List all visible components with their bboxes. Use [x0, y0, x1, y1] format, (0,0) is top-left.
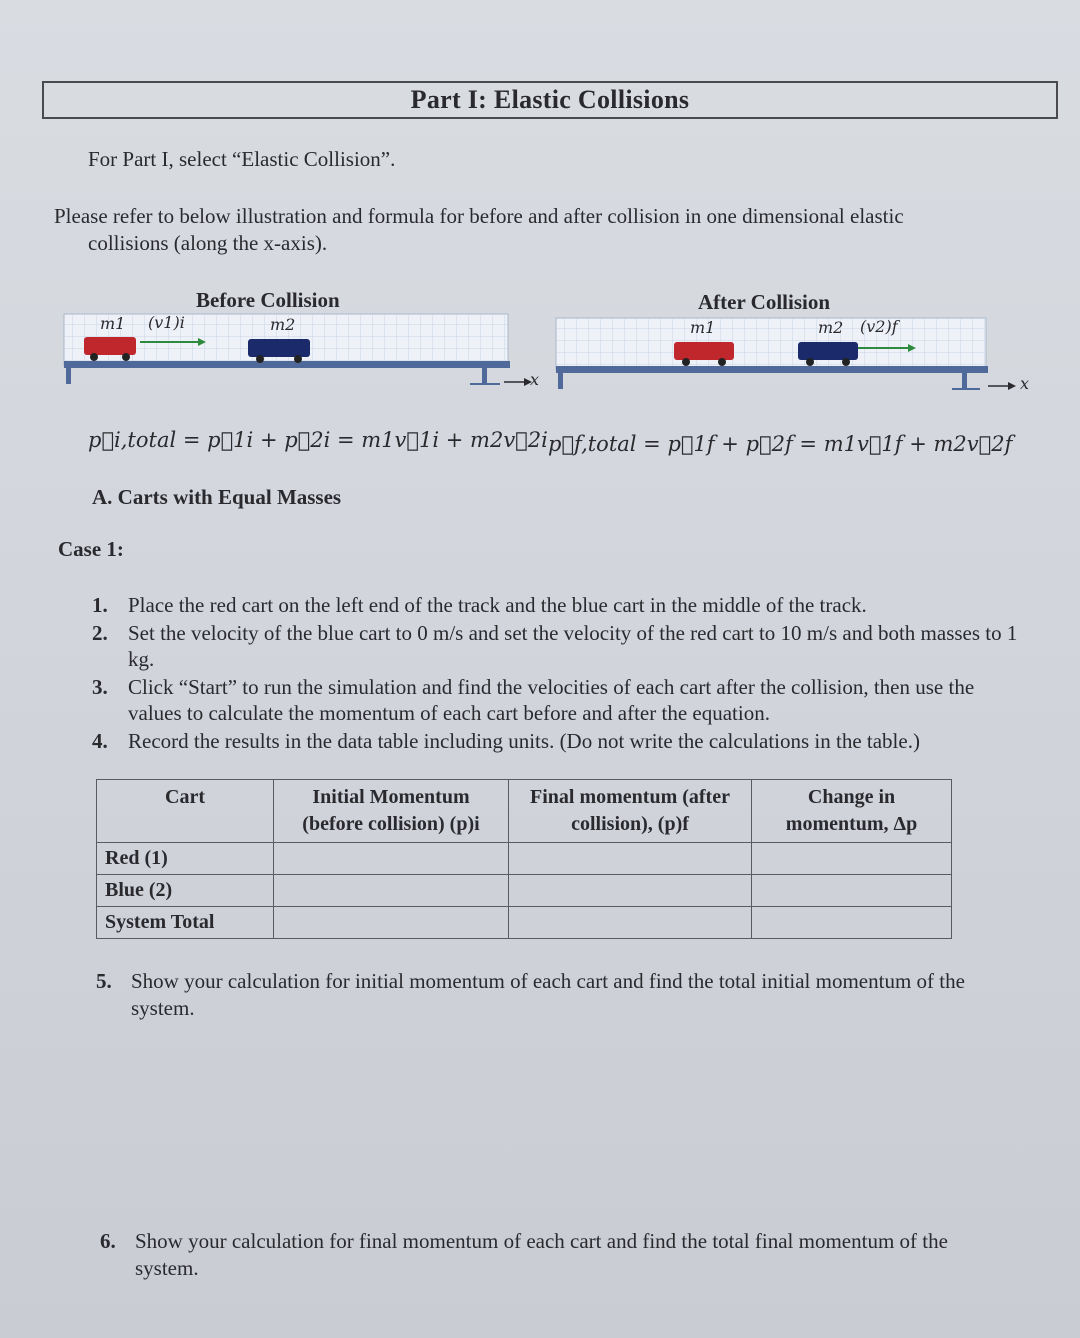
table-row: [97, 907, 952, 939]
step-text: Click “Start” to run the simulation and find the velocities of each cart after the collision, then use the values to calculate the momentum of each cart before and after the equation.: [128, 675, 975, 725]
final-momentum-formula: p⃗f,total = p⃗1f + p⃗2f = m1v⃗1f + m2v⃗2f: [548, 432, 1013, 456]
refer-line-2: collisions (along the x-axis).: [88, 231, 328, 255]
question-text: Show your calculation for initial momentum of each cart and find the total initial momentum of the system.: [131, 969, 965, 1020]
refer-line-1: Please refer to below illustration and formula for before and after collision in one dimensional elastic: [54, 204, 904, 228]
table-cell-input[interactable]: [509, 907, 752, 939]
question-5: [96, 968, 1026, 1022]
question-text: Show your calculation for final momentum of each cart and find the total final momentum of the system.: [135, 1229, 948, 1280]
question-number: 6.: [100, 1229, 116, 1253]
table-cell: Blue (2): [97, 875, 274, 907]
question-number: 5.: [96, 969, 112, 993]
table-row: [97, 843, 952, 875]
before-v1-label: (v1)i: [148, 313, 185, 332]
step-number: 4.: [92, 729, 108, 753]
table-cell-input[interactable]: [752, 875, 952, 907]
initial-momentum-formula: p⃗i,total = p⃗1i + p⃗2i = m1v⃗1i + m2v⃗2i: [88, 428, 548, 452]
after-collision-diagram: [552, 316, 1042, 398]
table-cell-input[interactable]: [274, 843, 509, 875]
table-header-cell: Final momentum (after collision), (p)f: [509, 780, 752, 843]
table-cell-input[interactable]: [752, 843, 952, 875]
step-text: Set the velocity of the blue cart to 0 m/s and set the velocity of the red cart to 10 m/s and both masses to 1 kg.: [128, 621, 1018, 671]
select-instruction: For Part I, select “Elastic Collision”.: [88, 147, 396, 171]
title-box: [42, 81, 1058, 119]
before-m1-label: m1: [100, 314, 126, 333]
step-number: 3.: [92, 675, 108, 699]
table-cell: System Total: [97, 907, 274, 939]
table-cell-input[interactable]: [509, 875, 752, 907]
table-cell: Red (1): [97, 843, 274, 875]
step-text: Record the results in the data table including units. (Do not write the calculations in the table.): [128, 729, 920, 753]
table-cell-input[interactable]: [274, 875, 509, 907]
before-m2-label: m2: [270, 315, 296, 334]
table-cell-input[interactable]: [509, 843, 752, 875]
after-collision-heading: After Collision: [698, 290, 831, 314]
after-axis-label: x: [1020, 374, 1030, 393]
page-title: Part I: Elastic Collisions: [410, 85, 690, 114]
after-m2-label: m2: [818, 318, 844, 337]
question-6: [100, 1228, 1000, 1282]
section-a-heading: A. Carts with Equal Masses: [92, 485, 342, 509]
table-header-cell: Initial Momentum (before collision) (p)i: [274, 780, 509, 843]
step-number: 2.: [92, 621, 108, 645]
momentum-data-table: [96, 779, 952, 939]
table-cell-input[interactable]: [752, 907, 952, 939]
after-v2-label: (v2)f: [860, 317, 898, 336]
case-label: Case 1:: [58, 537, 124, 561]
instruction-steps: [92, 592, 1022, 756]
table-header-cell: Change in momentum, Δp: [752, 780, 952, 843]
before-axis-label: x: [530, 370, 540, 389]
step-number: 1.: [92, 593, 108, 617]
before-collision-heading: Before Collision: [196, 288, 340, 312]
step-item: [92, 728, 1022, 754]
step-text: Place the red cart on the left end of the track and the blue cart in the middle of the track.: [128, 593, 867, 617]
step-item: [92, 620, 1022, 672]
table-cell-input[interactable]: [274, 907, 509, 939]
table-header-row: [97, 780, 952, 843]
step-item: [92, 592, 1022, 618]
table-header-cell: Cart: [97, 780, 274, 843]
step-item: [92, 674, 1022, 726]
before-collision-diagram: [60, 312, 550, 394]
table-row: [97, 875, 952, 907]
after-m1-label: m1: [690, 318, 716, 337]
